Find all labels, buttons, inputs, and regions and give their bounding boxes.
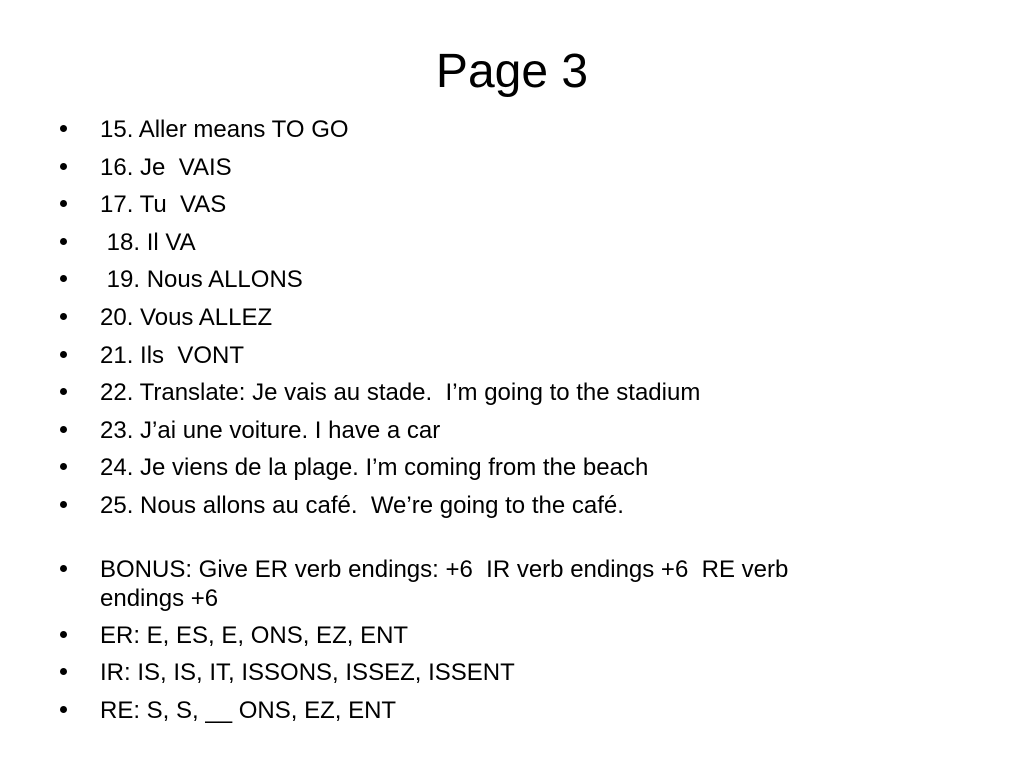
list-item <box>60 225 960 263</box>
list-item-text: 15. Aller means TO GO <box>100 116 349 143</box>
bullet-icon <box>60 501 67 508</box>
bullet-list <box>60 112 960 730</box>
bullet-icon <box>60 565 67 572</box>
bullet-icon <box>60 706 67 713</box>
list-item <box>60 150 960 188</box>
bullet-icon <box>60 351 67 358</box>
list-item <box>60 618 960 656</box>
bullet-icon <box>60 313 67 320</box>
list-item <box>60 488 960 526</box>
list-item-bonus <box>60 552 960 618</box>
bullet-icon <box>60 163 67 170</box>
bullet-icon <box>60 125 67 132</box>
list-item-text: 19. Nous ALLONS <box>100 266 303 294</box>
list-item-text: 16. Je VAIS <box>100 153 232 181</box>
slide-title: Page 3 <box>435 45 589 98</box>
list-item <box>60 375 960 413</box>
list-item <box>60 300 960 338</box>
list-item <box>60 187 960 225</box>
list-item-text: 23. J’ai une voiture. I have a car <box>100 416 441 444</box>
bullet-icon <box>60 275 67 282</box>
list-item-text: 25. Nous allons au café. We’re going to the café. <box>100 491 624 519</box>
bullet-icon <box>60 668 67 675</box>
list-item-text: ER: E, ES, E, ONS, EZ, ENT <box>100 621 409 649</box>
list-item-text: 18. Il VA <box>100 228 196 256</box>
list-item <box>60 693 960 731</box>
list-item <box>60 413 960 451</box>
bullet-icon <box>60 388 67 395</box>
bullet-icon <box>60 200 67 207</box>
bullet-icon <box>60 463 67 470</box>
list-item <box>60 338 960 376</box>
list-item <box>60 450 960 488</box>
list-item-text: 17. Tu VAS <box>100 191 227 219</box>
list-item <box>60 655 960 693</box>
list-item <box>60 262 960 300</box>
bullet-icon <box>60 631 67 638</box>
list-item-text: IR: IS, IS, IT, ISSONS, ISSEZ, ISSENT <box>100 659 515 687</box>
list-item <box>60 112 960 150</box>
bullet-icon <box>60 426 67 433</box>
list-item-text: 20. Vous ALLEZ <box>100 303 273 331</box>
list-item-text: 24. Je viens de la plage. I’m coming from the beach <box>100 454 649 482</box>
list-item-text: 22. Translate: Je vais au stade. I’m going to the stadium <box>100 379 701 407</box>
list-item-text: BONUS: Give ER verb endings: +6 IR verb endings +6 RE verb endings +6 <box>100 555 789 612</box>
list-item-text: 21. Ils VONT <box>100 341 245 369</box>
list-item-text: RE: S, S, __ ONS, EZ, ENT <box>100 696 397 724</box>
bullet-icon <box>60 238 67 245</box>
